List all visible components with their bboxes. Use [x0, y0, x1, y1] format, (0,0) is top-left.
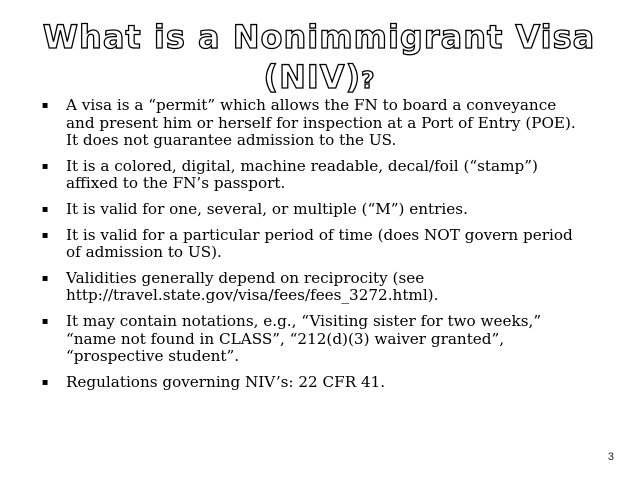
bullet-text: Validities generally depend on reciprocity (see http://travel.state.gov/visa/fees/fees_3272.html). — [66, 268, 439, 305]
bullet-square-icon: ▪ — [41, 160, 49, 172]
bullet-text: A visa is a “permit” which allows the FN to board a conveyance and present him or herself for inspection at a Port of Entry (POE). It does not guarantee admission to the US. — [66, 96, 576, 150]
bullet-text: It is valid for a particular period of time (does NOT govern period of admission to US). — [66, 225, 573, 262]
bullet-item — [0, 313, 586, 366]
bullet-list — [0, 97, 586, 399]
bullet-square-icon: ▪ — [41, 315, 49, 327]
bullet-text: It is a colored, digital, machine readable, decal/foil (“stamp”) affixed to the FN’s passport. — [66, 156, 538, 193]
title-line-1: What is a Nonimmigrant Visa — [42, 18, 596, 56]
bullet-square-icon: ▪ — [41, 100, 49, 111]
bullet-item — [0, 201, 586, 219]
title-question-mark: ? — [361, 68, 375, 94]
bullet-item — [0, 270, 586, 305]
bullet-square-icon: ▪ — [41, 203, 49, 215]
bullet-text: It may contain notations, e.g., “Visiting sister for two weeks,” “name not found in CLASS”, “212(d)(3) waiver granted”, “prospective student”. — [66, 311, 542, 366]
bullet-item — [0, 374, 586, 392]
title-abbreviation: (NIV) — [263, 58, 362, 96]
bullet-square-icon: ▪ — [41, 229, 49, 241]
bullet-square-icon: ▪ — [41, 272, 49, 284]
bullet-item — [0, 158, 586, 193]
slide-title — [40, 17, 598, 101]
bullet-item — [0, 97, 586, 150]
bullet-square-icon: ▪ — [41, 376, 49, 388]
title-line-2 — [40, 57, 598, 101]
bullet-text: It is valid for one, several, or multiple (“M”) entries. — [66, 199, 468, 218]
page-number: 3 — [607, 451, 614, 463]
bullet-item — [0, 227, 586, 262]
bullet-text: Regulations governing NIV’s: 22 CFR 41. — [66, 372, 386, 391]
